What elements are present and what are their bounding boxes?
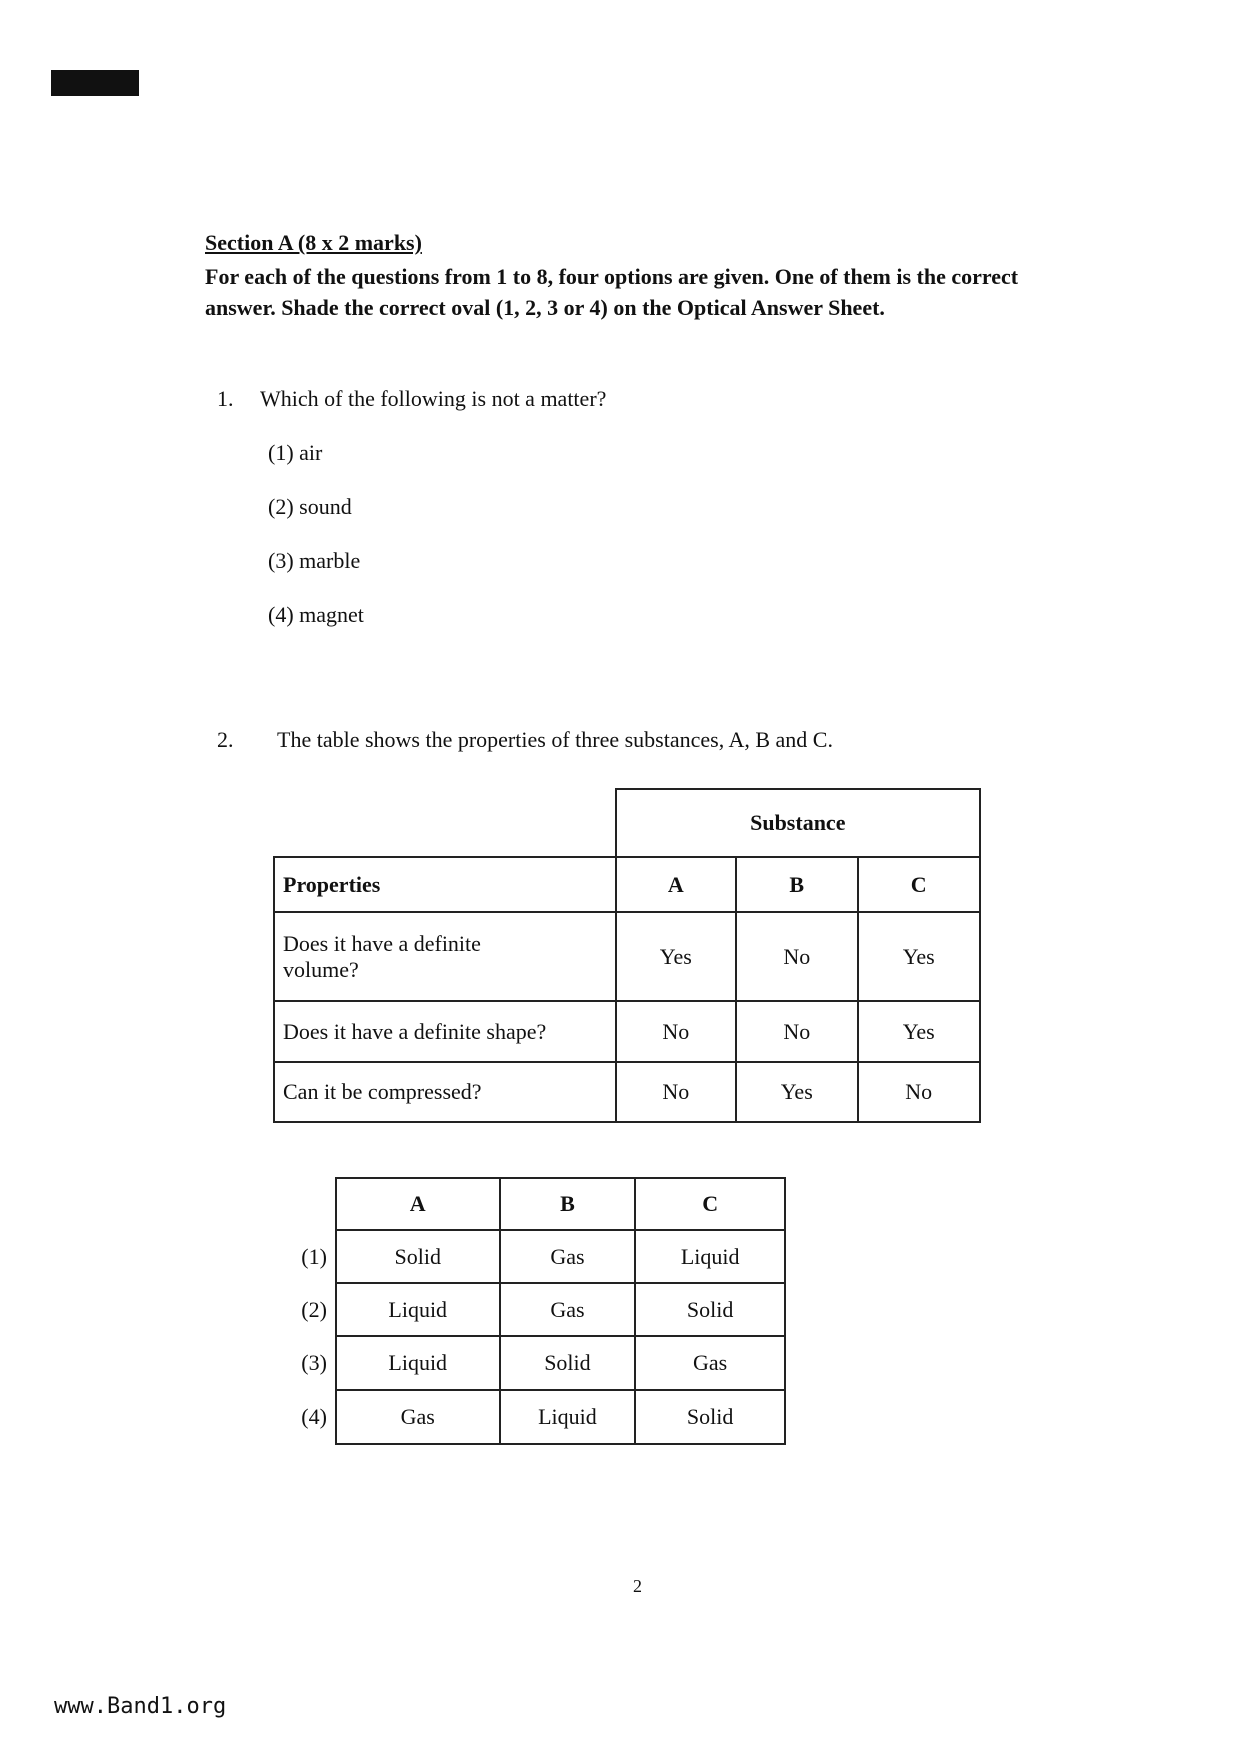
empty-cell [274, 789, 616, 857]
value-cell: No [736, 912, 857, 1001]
value-cell: Yes [736, 1062, 857, 1122]
footer-url: www.Band1.org [54, 1694, 227, 1719]
option-cell: Gas [635, 1336, 785, 1390]
option-row-2 [276, 1283, 785, 1336]
property-cell: Does it have a definite shape? [274, 1001, 616, 1062]
question-1-option-3: (3) marble [268, 548, 361, 573]
properties-header: Properties [274, 857, 616, 912]
option-cell: Liquid [336, 1283, 500, 1336]
option-cell: Gas [500, 1230, 636, 1283]
question-1-text: Which of the following is not a matter? [260, 386, 607, 411]
question-1-number: 1. [217, 386, 234, 411]
property-cell: Does it have a definite volume? [274, 912, 616, 1001]
option-header-c: C [635, 1178, 785, 1230]
option-row-4 [276, 1390, 785, 1444]
option-cell: Gas [500, 1283, 636, 1336]
column-header-b: B [736, 857, 857, 912]
value-cell: No [616, 1062, 736, 1122]
section-heading: Section A (8 x 2 marks) [205, 230, 422, 255]
section-instructions: For each of the questions from 1 to 8, four options are given. One of them is the correct answer. Shade the correct oval (1, 2, 3 or 4) on the Optical Answer Sheet. [205, 264, 1019, 320]
substance-header: Substance [616, 789, 980, 857]
column-header-c: C [858, 857, 981, 912]
table-row [274, 1062, 980, 1122]
option-cell: Solid [635, 1390, 785, 1444]
option-cell: Solid [635, 1283, 785, 1336]
property-cell: Can it be compressed? [274, 1062, 616, 1122]
option-row-1 [276, 1230, 785, 1283]
option-label: (3) [301, 1350, 327, 1375]
value-cell: Yes [858, 1001, 981, 1062]
column-header-a: A [616, 857, 736, 912]
question-1-option-2: (2) sound [268, 494, 352, 519]
question-2-number: 2. [217, 727, 234, 752]
question-1-option-4: (4) magnet [268, 602, 364, 627]
option-row-3 [276, 1336, 785, 1390]
redaction-block [51, 70, 139, 96]
value-cell: No [858, 1062, 981, 1122]
table-row [274, 1001, 980, 1062]
option-label: (2) [301, 1296, 327, 1322]
option-cell: Solid [336, 1230, 500, 1283]
value-cell: No [736, 1001, 857, 1062]
option-cell: Gas [336, 1390, 500, 1444]
option-cell: Liquid [336, 1336, 500, 1390]
option-header-a: A [336, 1178, 500, 1230]
properties-table [273, 788, 981, 1123]
value-cell: No [616, 1001, 736, 1062]
value-cell: Yes [616, 912, 736, 1001]
table-row [274, 912, 980, 1001]
options-table [276, 1177, 786, 1445]
option-cell: Liquid [635, 1230, 785, 1283]
value-cell: Yes [858, 912, 981, 1001]
question-2-text: The table shows the properties of three substances, A, B and C. [277, 727, 833, 752]
option-label: (1) [301, 1243, 327, 1269]
empty-cell [276, 1178, 336, 1230]
page-number: 2 [633, 1576, 642, 1596]
option-cell: Liquid [500, 1390, 636, 1444]
option-label: (4) [301, 1404, 327, 1429]
option-header-b: B [500, 1178, 636, 1230]
question-1-option-1: (1) air [268, 440, 323, 465]
option-cell: Solid [500, 1336, 636, 1390]
